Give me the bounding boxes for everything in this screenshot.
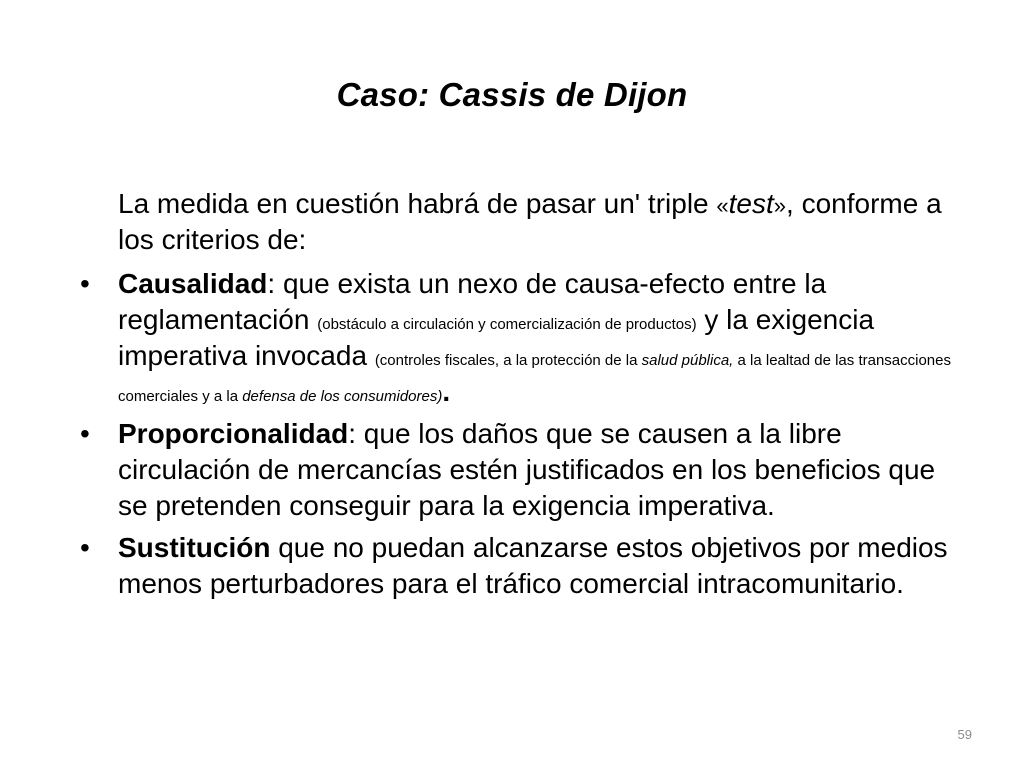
- causalidad-text-2: y la exigencia imperativa invocada: [118, 304, 875, 371]
- intro-text-2: , conforme a los criterios de:: [118, 188, 942, 255]
- quote-close: »: [773, 193, 787, 218]
- page-number: 59: [957, 727, 972, 742]
- slide-content: [80, 186, 958, 608]
- intro-text-1: La medida en cuestión habrá de pasar un' triple: [118, 188, 717, 219]
- term-causalidad: Causalidad: [118, 268, 268, 299]
- quote-open: «: [716, 193, 729, 218]
- causalidad-note-defensa: defensa de los consumidores): [242, 388, 443, 405]
- criteria-list: [80, 266, 958, 602]
- term-proporcionalidad: Proporcionalidad: [118, 418, 349, 449]
- bullet-icon: •: [80, 418, 90, 449]
- slide-title: Caso: Cassis de Dijon: [336, 76, 688, 113]
- list-item-proporcionalidad: [80, 416, 958, 524]
- test-word: test: [728, 188, 774, 219]
- causalidad-text-1: : que exista un nexo de causa-efecto entre la reglamentación: [118, 268, 827, 335]
- term-sustitucion: Sustitución: [118, 532, 271, 563]
- bullet-icon: •: [80, 532, 90, 563]
- list-item-causalidad: [80, 266, 958, 410]
- sustitucion-text: que no puedan alcanzarse estos objetivos por medios menos perturbadores para el tráfico comercial intracomunitario.: [118, 532, 948, 599]
- proporcionalidad-text: : que los daños que se causen a la libre circulación de mercancías estén justificados en los beneficios que se pretenden conseguir para la exigencia imperativa.: [118, 418, 936, 521]
- causalidad-note-salud: salud pública,: [641, 352, 734, 369]
- intro-paragraph: [118, 186, 958, 258]
- causalidad-note-2a: (controles fiscales, a la protección de la: [374, 352, 642, 369]
- bullet-icon: •: [80, 268, 90, 299]
- list-item-sustitucion: [80, 530, 958, 602]
- causalidad-note-1: (obstáculo a circulación y comercialización de productos): [317, 316, 697, 333]
- causalidad-end: .: [442, 376, 451, 407]
- causalidad-note-2b: a la lealtad de las transacciones comerciales y a la: [118, 352, 951, 405]
